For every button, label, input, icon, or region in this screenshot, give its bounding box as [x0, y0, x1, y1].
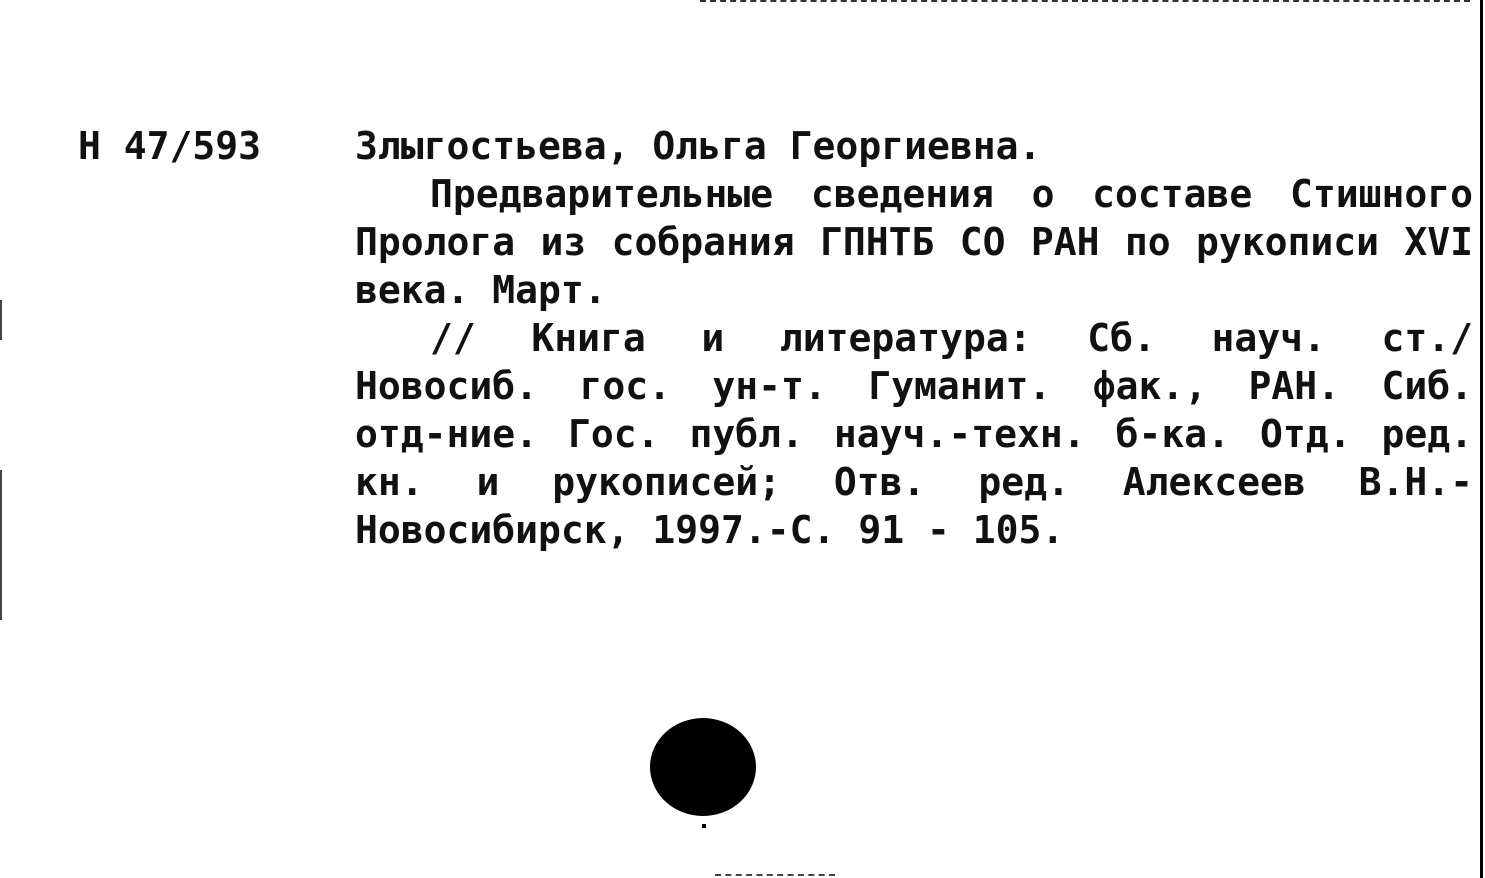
shelf-mark: Н 47/593	[78, 124, 262, 168]
card-right-edge	[1480, 0, 1483, 878]
title-description: Предварительные сведения о составе Стишного Пролога из собрания ГПНТБ СО РАН по рукописи XVI века. Март.	[355, 172, 1473, 312]
author-heading: Злыгостьева, Ольга Георгиевна.	[355, 124, 1042, 168]
ink-speck	[702, 824, 706, 828]
bibliographic-entry	[355, 122, 1473, 554]
card-top-edge	[700, 0, 1470, 4]
card-left-edge-mark	[0, 470, 2, 620]
card-punch-hole	[650, 718, 756, 816]
source-description: // Книга и литература: Сб. науч. ст./ Новосиб. гос. ун-т. Гуманит. фак., РАН. Сиб. отд-ние. Гос. публ. науч.-техн. б-ка. Отд. ред. кн. и рукописей; Отв. ред. Алексеев В.Н.- Новосибирск, 1997.-С. 91 - 105.	[355, 316, 1473, 552]
card-left-edge-mark	[0, 300, 2, 340]
card-bottom-edge	[715, 874, 835, 878]
